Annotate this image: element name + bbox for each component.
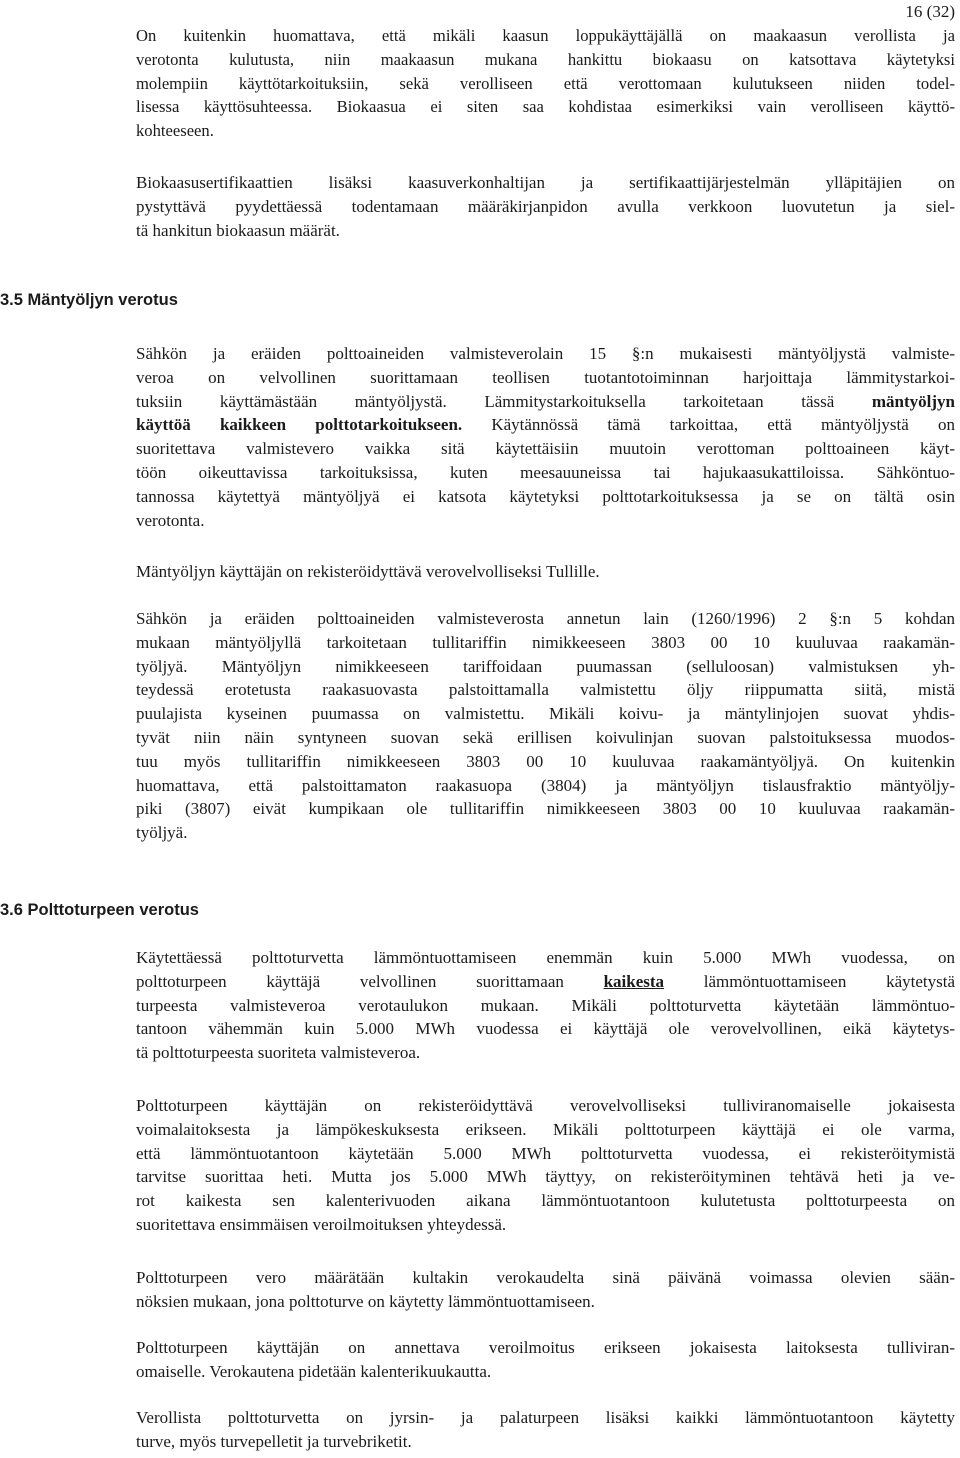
text-run: omaiselle. Verokautena pidetään kalenterikuukautta. <box>136 1361 492 1381</box>
text-run: Polttoturpeen käyttäjän on rekisteröidyttävä verovelvolliseksi tulliviranomaiselle jokaisesta <box>136 1096 955 1115</box>
paragraph-polttoturve-veroilmoitus <box>136 1336 955 1384</box>
text-run: Polttoturpeen käyttäjän on annettava veroilmoitus erikseen jokaisesta laitoksesta tulliviran- <box>136 1338 955 1357</box>
text-run: tä hankitun biokaasun määrät. <box>136 220 340 240</box>
text-line <box>136 48 955 72</box>
text-line <box>136 342 955 366</box>
text-line <box>136 655 955 679</box>
text-line <box>136 946 955 970</box>
text-line <box>136 95 955 119</box>
text-run: työljyä. Mäntyöljyn nimikkeeseen tariffoidaan puumassan (selluloosan) valmistuksen yh- <box>136 656 955 676</box>
section-heading-3-6: 3.6 Polttoturpeen verotus <box>0 901 199 919</box>
paragraph-mantyoljy-rekisteroityminen <box>136 560 955 584</box>
text-run: pystyttävä pyydettäessä todentamaan määräkirjanpidon avulla verkkoon luovutetun ja siel- <box>136 196 955 216</box>
text-line <box>136 72 955 96</box>
text-line <box>136 560 955 584</box>
paragraph-mantyoljy-maaritelma <box>136 607 955 845</box>
section-heading-3-5: 3.5 Mäntyöljyn verotus <box>0 291 178 309</box>
text-line <box>136 437 955 461</box>
text-run: Biokaasusertifikaattien lisäksi kaasuverkonhaltijan ja sertifikaattijärjestelmän ylläpitäjien on <box>136 173 955 192</box>
text-line <box>136 750 955 774</box>
text-run: verotonta. <box>136 510 205 530</box>
text-run: molempiin käyttötarkoituksiin, sekä verolliseen että verottomaan kulutukseen niiden todel- <box>136 73 955 93</box>
text-line <box>136 1213 955 1237</box>
text-run: nöksien mukaan, jona polttoturve on käytetty lämmöntuottamiseen. <box>136 1291 595 1311</box>
text-line <box>136 366 955 390</box>
text-line <box>136 1189 955 1213</box>
text-run: töön oikeuttavissa tarkoituksissa, kuten meesauuneissa tai hajukaasukattiloissa. Sähköntuo- <box>136 462 955 482</box>
text-run: lisessa käyttösuhteessa. Biokaasua ei siten saa kohdistaa esimerkiksi vain verolliseen käyttö- <box>136 97 955 117</box>
text-run: puulajista kyseinen puumassa on valmistettu. Mikäli koivu- ja mäntylinjojen suovat yhdis- <box>136 704 955 724</box>
text-line <box>136 1406 955 1430</box>
text-line <box>136 390 955 414</box>
text-run: suoritettava ensimmäisen veroilmoituksen yhteydessä. <box>136 1214 507 1234</box>
text-run: Sähkön ja eräiden polttoaineiden valmisteverosta annetun lain (1260/1996) 2 §:n 5 kohdan <box>136 609 955 628</box>
text-run: Mäntyöljyn käyttäjän on rekisteröidyttävä verovelvolliseksi Tullille. <box>136 562 600 581</box>
text-line <box>136 1041 955 1065</box>
text-line <box>136 1165 955 1189</box>
text-run: tuu myös tullitariffin nimikkeeseen 3803 00 10 kuuluvaa raakamäntyöljyä. On kuitenkin <box>136 751 955 771</box>
paragraph-verollinen-polttoturve <box>136 1406 955 1454</box>
page-number: 16 (32) <box>905 2 955 21</box>
text-run: tantoon vähemmän kuin 5.000 MWh vuodessa ei käyttäjä ole verovelvollinen, eikä käytetys- <box>136 1019 955 1039</box>
text-line <box>136 970 955 994</box>
bold-text: käyttöä kaikkeen polttotarkoitukseen. <box>136 415 463 435</box>
paragraph-polttoturve-verovelvollisuus <box>136 946 955 1065</box>
text-run: On kuitenkin huomattava, että mikäli kaasun loppukäyttäjällä on maakaasun verollista ja <box>136 26 955 45</box>
text-line <box>136 1290 955 1314</box>
paragraph-mantyoljy-valmistevero <box>136 342 955 532</box>
bold-text: mäntyöljyn <box>871 391 955 411</box>
text-run: kohteeseen. <box>136 121 214 141</box>
text-run: turpeesta valmisteveroa verotaulukon mukaan. Mikäli polttoturvetta käytetään lämmöntuo- <box>136 995 955 1015</box>
text-line <box>136 607 955 631</box>
text-run: veroa on velvollinen suorittamaan teollisen tuotantotoiminnan harjoittaja lämmitystarkoi- <box>136 367 955 387</box>
text-line <box>136 171 955 195</box>
text-run: lämmöntuottamiseen käytetystä <box>664 971 955 991</box>
text-line <box>136 821 955 845</box>
text-run: tyvät niin näin syntyneen suovan sekä erillisen koivulinjan suovan palstoituksessa muodos- <box>136 727 955 747</box>
text-line <box>136 1017 955 1041</box>
text-line <box>136 1360 955 1384</box>
text-line <box>136 774 955 798</box>
text-run: Sähkön ja eräiden polttoaineiden valmisteverolain 15 §:n mukaisesti mäntyöljystä valmiste- <box>136 344 955 363</box>
text-line <box>136 1336 955 1360</box>
paragraph-polttoturve-rekisteroityminen <box>136 1094 955 1237</box>
text-run: piki (3807) eivät kumpikaan ole tullitariffin nimikkeeseen 3803 00 10 kuuluvaa raakamän- <box>136 799 955 819</box>
text-line <box>136 1094 955 1118</box>
text-line <box>136 726 955 750</box>
text-line <box>136 219 955 243</box>
text-line <box>136 485 955 509</box>
text-run: työljyä. <box>136 823 188 843</box>
text-run: tuksiin käyttämästään mäntyöljystä. Lämmitystarkoituksella tarkoitetaan tässä <box>136 391 872 411</box>
text-line <box>136 413 955 437</box>
text-run: Käytettäessä polttoturvetta lämmöntuottamiseen enemmän kuin 5.000 MWh vuodessa, on <box>136 948 955 967</box>
text-line <box>136 797 955 821</box>
text-run: voimalaitoksesta ja lämpökeskuksesta erikseen. Mikäli polttoturpeen käyttäjä ei ole varma, <box>136 1119 955 1139</box>
text-line <box>136 678 955 702</box>
text-line <box>136 24 955 48</box>
text-line <box>136 1118 955 1142</box>
text-line <box>136 702 955 726</box>
paragraph-biokaasusertifikaatit <box>136 171 955 242</box>
paragraph-polttoturve-vero-maaraytyminen <box>136 1266 955 1314</box>
text-line <box>136 994 955 1018</box>
text-line <box>136 631 955 655</box>
text-run: huomattava, että palstoittamaton raakasuopa (3804) ja mäntyöljyn tislausfraktio mäntyöljy- <box>136 775 955 795</box>
text-run: Polttoturpeen vero määrätään kultakin verokaudelta sinä päivänä voimassa olevien sään- <box>136 1268 955 1287</box>
text-line <box>136 1430 955 1454</box>
text-run: tarvitse suorittaa heti. Mutta jos 5.000 MWh täyttyy, on rekisteröityminen tehtävä heti ja ve- <box>136 1167 955 1187</box>
text-line <box>136 1266 955 1290</box>
text-line <box>136 195 955 219</box>
text-run: tannossa käytettyä mäntyöljyä ei katsota käytetyksi polttotarkoituksessa ja se on tältä osin <box>136 486 955 506</box>
paragraph-biokaasu-kohdistus <box>136 24 955 143</box>
text-run: mukaan mäntyöljyllä tarkoitetaan tullitariffin nimikkeeseen 3803 00 10 kuuluvaa raakamän- <box>136 632 955 652</box>
text-run: polttoturpeen käyttäjä velvollinen suorittamaan <box>136 971 604 991</box>
text-run: Käytännössä tämä tarkoittaa, että mäntyöljystä on <box>462 415 955 435</box>
text-line <box>136 119 955 143</box>
text-line <box>136 1142 955 1166</box>
text-run: tä polttoturpeesta suoriteta valmisteveroa. <box>136 1043 421 1063</box>
text-run: Verollista polttoturvetta on jyrsin- ja palaturpeen lisäksi kaikki lämmöntuotantoon käytetty <box>136 1408 955 1427</box>
text-run: teydessä erotetusta raakasuovasta palstoittamalla valmistettu öljy riippumatta siitä, mistä <box>136 680 955 700</box>
text-run: verotonta kulutusta, niin maakaasun mukana hankittu biokaasu on katsottava käytetyksi <box>136 49 955 69</box>
text-line <box>136 461 955 485</box>
text-line <box>136 509 955 533</box>
bold-underlined-text: kaikesta <box>603 971 665 991</box>
text-run: suoritettava valmistevero vaikka sitä käytettäisiin muutoin verottoman polttoaineen käyt- <box>136 439 955 459</box>
text-run: turve, myös turvepelletit ja turvebriketit. <box>136 1431 412 1451</box>
text-run: rot kaikesta sen kalenterivuoden aikana lämmöntuotantoon kulutetusta polttoturpeesta on <box>136 1191 955 1211</box>
text-run: että lämmöntuotantoon käytetään 5.000 MWh polttoturvetta vuodessa, ei rekisteröitymistä <box>136 1143 955 1163</box>
